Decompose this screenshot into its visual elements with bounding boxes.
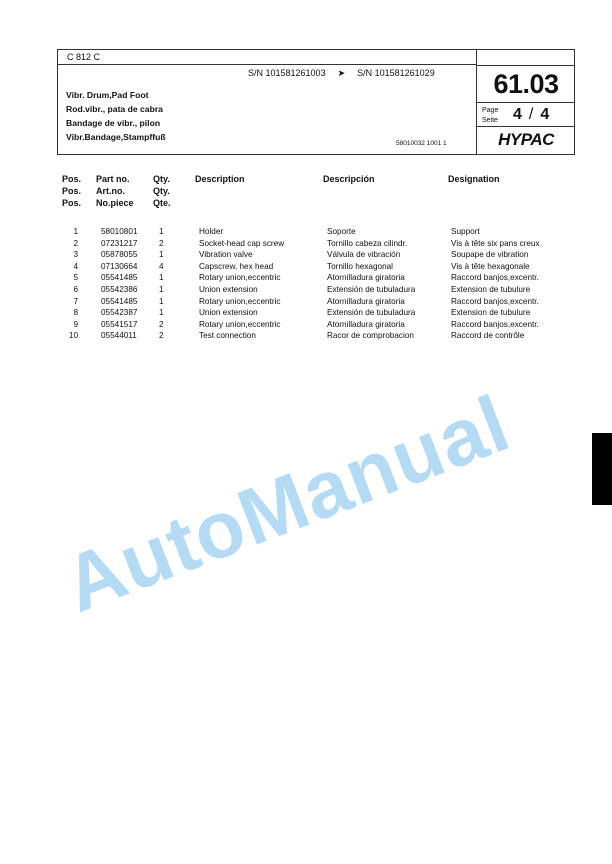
- title-block: [66, 88, 166, 144]
- row-pos: 8: [73, 308, 78, 318]
- column-head-designation: Designation: [448, 174, 500, 184]
- row-pos: 6: [73, 284, 78, 294]
- row-description-fr: Raccord banjos,excentr.: [451, 296, 539, 306]
- row-description-en: Vibration valve: [199, 250, 253, 260]
- row-pos: 9: [73, 319, 78, 329]
- row-qty: 2: [159, 319, 164, 329]
- page-number: [513, 106, 549, 124]
- title-fr: Bandage de vibr., pilon: [66, 118, 161, 128]
- page-separator: /: [528, 106, 534, 123]
- parts-list: [0, 227, 612, 343]
- column-head-part-en: Part no.: [96, 174, 130, 184]
- row-description-es: Atornilladura giratoria: [327, 273, 405, 283]
- row-pos: 4: [73, 261, 78, 271]
- row-part-number: 58010801: [101, 227, 138, 236]
- row-part-number: 05878055: [101, 250, 138, 260]
- column-head-descripcion: Descripción: [323, 174, 375, 184]
- row-description-fr: Extension de tubulure: [451, 308, 531, 318]
- page-indicator: [477, 102, 575, 127]
- row-description-fr: Vis à tête six pans creux: [451, 238, 540, 248]
- serial-range: [248, 68, 435, 79]
- row-part-number: 05542386: [101, 284, 138, 294]
- row-description-es: Extensión de tubuladura: [327, 308, 416, 318]
- row-qty: 4: [159, 261, 164, 271]
- row-qty: 2: [159, 331, 164, 341]
- row-description-es: Atornilladura giratoria: [327, 296, 405, 306]
- column-head-part-de: Art.no.: [96, 186, 125, 196]
- row-description-es: Válvula de vibración: [327, 250, 401, 260]
- row-description-es: Atornilladura giratoria: [327, 319, 405, 329]
- row-description-fr: Raccord banjos,excentr.: [451, 319, 539, 329]
- model-label: C 812 C: [67, 52, 101, 62]
- table-row: [0, 227, 612, 239]
- page-current: 4: [513, 106, 522, 123]
- row-qty: 1: [159, 308, 164, 318]
- row-description-fr: Soupape de vibration: [451, 250, 529, 260]
- row-qty: 1: [159, 296, 164, 306]
- row-description-fr: Extension de tubulure: [451, 284, 531, 294]
- watermark: AutoManual: [52, 378, 521, 630]
- column-head-qty-de: Qty.: [153, 186, 170, 196]
- row-description-es: Racor de comprobacion: [327, 331, 414, 341]
- page-label-en: Page: [482, 107, 499, 114]
- column-head-pos: [62, 173, 81, 209]
- row-pos: 1: [73, 227, 78, 236]
- document-number: 58010032 1001 1: [396, 140, 447, 147]
- row-pos: 2: [73, 238, 78, 248]
- table-row: [0, 273, 612, 285]
- row-qty: 2: [159, 238, 164, 248]
- table-row: [0, 285, 612, 297]
- row-description-es: Extensión de tubuladura: [327, 284, 416, 294]
- title-en: Vibr. Drum,Pad Foot: [66, 90, 149, 100]
- page-label-de: Seite: [482, 117, 498, 124]
- row-description-en: Rotary union,eccentric: [199, 273, 281, 283]
- column-head-pos-fr: Pos.: [62, 198, 82, 208]
- table-row: [0, 297, 612, 309]
- row-pos: 7: [73, 296, 78, 306]
- table-row: [0, 250, 612, 262]
- row-description-fr: Vis à tête hexagonale: [451, 261, 530, 271]
- row-description-en: Socket-head cap screw: [199, 238, 285, 248]
- row-description-es: Soporte: [327, 227, 356, 236]
- row-description-en: Union extension: [199, 308, 258, 318]
- row-description-fr: Raccord de contrôle: [451, 331, 525, 341]
- column-head-description: Description: [195, 174, 245, 184]
- section-number: 61.03: [477, 65, 575, 102]
- row-description-es: Tornillo cabeza cilindr.: [327, 238, 408, 248]
- serial-from: S/N 101581261003: [248, 68, 326, 78]
- section-tab-marker: [592, 433, 612, 505]
- row-qty: 1: [159, 227, 164, 236]
- column-head-qty: [153, 173, 171, 209]
- column-head-qty-en: Qty.: [153, 174, 170, 184]
- row-description-en: Rotary union,eccentric: [199, 296, 281, 306]
- column-head-part-fr: No.piece: [96, 198, 134, 208]
- table-row: [0, 308, 612, 320]
- title-de: Vibr.Bandage,Stampffuß: [66, 132, 166, 142]
- column-head-qty-fr: Qte.: [153, 198, 171, 208]
- table-row: [0, 331, 612, 343]
- row-part-number: 05542387: [101, 308, 138, 318]
- row-part-number: 05544011: [101, 331, 137, 341]
- row-part-number: 05541485: [101, 273, 138, 283]
- column-head-part: [96, 173, 134, 209]
- table-row: [0, 262, 612, 274]
- row-qty: 1: [159, 273, 164, 283]
- row-part-number: 07231217: [101, 238, 138, 248]
- column-head-pos-en: Pos.: [62, 174, 82, 184]
- row-pos: 5: [73, 273, 78, 283]
- row-description-en: Test connection: [199, 331, 256, 341]
- row-description-fr: Support: [451, 227, 480, 236]
- table-row: [0, 239, 612, 251]
- row-description-en: Capscrew, hex head: [199, 261, 274, 271]
- title-es: Rod.vibr., pata de cabra: [66, 104, 163, 114]
- row-qty: 1: [159, 250, 164, 260]
- row-part-number: 05541485: [101, 296, 138, 306]
- model-row: [58, 50, 476, 65]
- arrow-icon: ➤: [337, 68, 346, 78]
- column-head-pos-de: Pos.: [62, 186, 82, 196]
- page-total: 4: [540, 106, 550, 123]
- row-description-fr: Raccord banjos,excentr.: [451, 273, 539, 283]
- header-box: [57, 49, 575, 155]
- row-part-number: 07130664: [101, 261, 138, 271]
- brand-logo: HYPAC: [498, 130, 554, 149]
- row-description-en: Rotary union,eccentric: [199, 319, 281, 329]
- row-pos: 3: [73, 250, 78, 260]
- page-labels: [482, 106, 498, 126]
- row-description-en: Union extension: [199, 284, 258, 294]
- row-description-es: Tornillo hexagonal: [327, 261, 393, 271]
- row-description-en: Holder: [199, 227, 224, 236]
- row-part-number: 05541517: [101, 319, 138, 329]
- serial-to: S/N 101581261029: [357, 68, 435, 78]
- row-pos: 10: [68, 331, 78, 341]
- row-qty: 1: [159, 284, 164, 294]
- table-row: [0, 320, 612, 332]
- header-right-column: [476, 50, 575, 154]
